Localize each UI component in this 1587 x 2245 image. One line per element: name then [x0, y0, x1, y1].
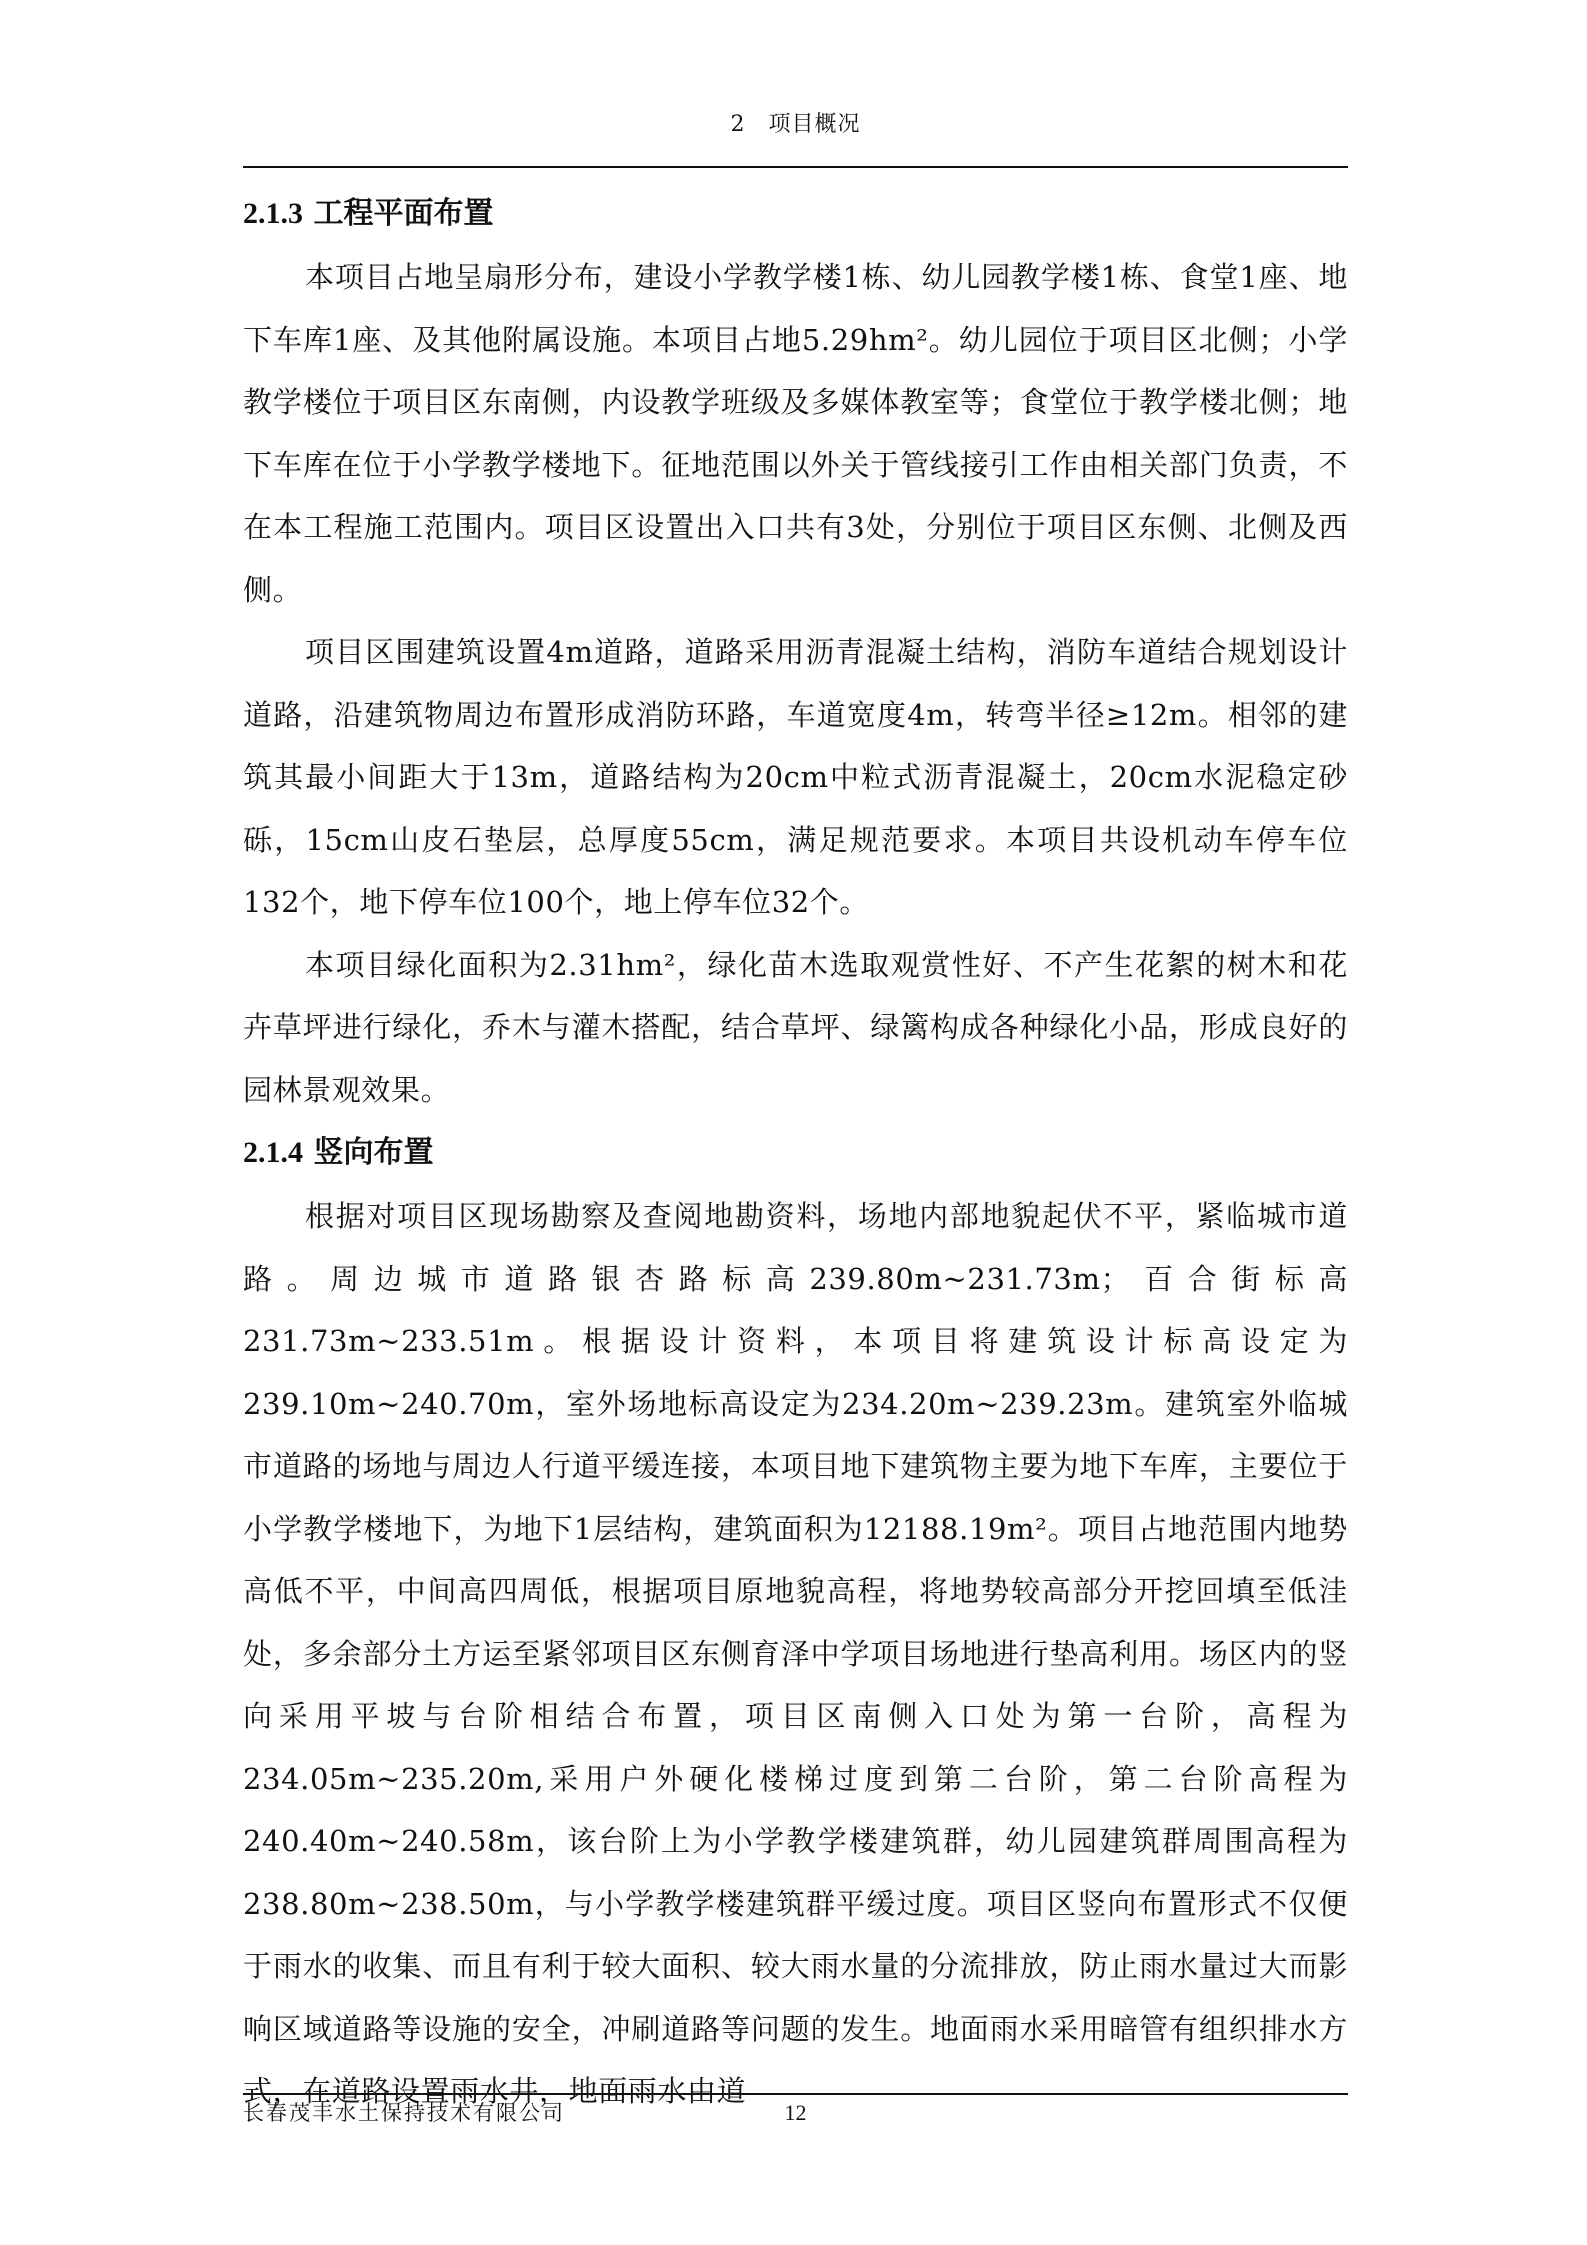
section-title: 工程平面布置	[303, 196, 494, 231]
footer-divider	[243, 2093, 1348, 2095]
page-number: 12	[784, 2100, 807, 2125]
page-body	[243, 182, 1348, 2123]
section-number: 2.1.4	[243, 1136, 303, 1169]
running-header: 2 项目概况	[730, 112, 861, 137]
section-title: 竖向布置	[303, 1135, 434, 1170]
footer-company-name: 长春茂丰水土保持技术有限公司	[243, 2101, 565, 2125]
paragraph-greening: 本项目绿化面积为2.31hm²，绿化苗木选取观赏性好、不产生花絮的树木和花卉草坪进行绿化，乔木与灌木搭配，结合草坪、绿篱构成各种绿化小品，形成良好的园林景观效果。	[243, 947, 1348, 1107]
paragraph-vertical-layout: 根据对项目区现场勘察及查阅地勘资料，场地内部地貌起伏不平，紧临城市道路。周边城市道路银杏路标高239.80m~231.73m；百合街标高231.73m~233.51m。根据设计资料，本项目将建筑设计标高设定为239.10m~240.70m，室外场地标高设定为234.20m~239.23m。建筑室外临城市道路的场地与周边人行道平缓连接，本项目地下建筑物主要为地下车库，主要位于小学教学楼地下，为地下1层结构，建筑面积为12188.19m²。项目占地范围内地势高低不平，中间高四周低，根据项目原地貌高程，将地势较高部分开挖回填至低洼处，多余部分土方运至紧邻项目区东侧育泽中学项目场地进行垫高利用。场区内的竖向采用平坡与台阶相结合布置，项目区南侧入口处为第一台阶，高程为234.05m~235.20m,采用户外硬化楼梯过度到第二台阶，第二台阶高程为240.40m~240.58m，该台阶上为小学教学楼建筑群，幼儿园建筑群周围高程为238.80m~238.50m，与小学教学楼建筑群平缓过度。项目区竖向布置形式不仅便于雨水的收集、而且有利于较大面积、较大雨水量的分流排放，防止雨水量过大而影响区域道路等设施的安全，冲刷道路等问题的发生。地面雨水采用暗管有组织排水方式，在道路设置雨水井，地面雨水由道	[243, 1199, 1348, 2108]
paragraph-roads: 项目区围建筑设置4m道路，道路采用沥青混凝土结构，消防车道结合规划设计道路，沿建筑物周边布置形成消防环路，车道宽度4m，转弯半径≥12m。相邻的建筑其最小间距大于13m，道路结构为20cm中粒式沥青混凝土，20cm水泥稳定砂砾，15cm山皮石垫层，总厚度55cm，满足规范要求。本项目共设机动车停车位132个，地下停车位100个，地上停车位32个。	[243, 635, 1348, 919]
section-heading-2-1-3	[243, 182, 1348, 246]
section-heading-2-1-4	[243, 1121, 1348, 1185]
paragraph-layout-overview: 本项目占地呈扇形分布，建设小学教学楼1栋、幼儿园教学楼1栋、食堂1座、地下车库1座、及其他附属设施。本项目占地5.29hm²。幼儿园位于项目区北侧；小学教学楼位于项目区东南侧，内设教学班级及多媒体教室等；食堂位于教学楼北侧；地下车库在位于小学教学楼地下。征地范围以外关于管线接引工作由相关部门负责，不在本工程施工范围内。项目区设置出入口共有3处，分别位于项目区东侧、北侧及西侧。	[243, 260, 1349, 607]
header-divider	[243, 166, 1348, 168]
section-number: 2.1.3	[243, 197, 303, 230]
